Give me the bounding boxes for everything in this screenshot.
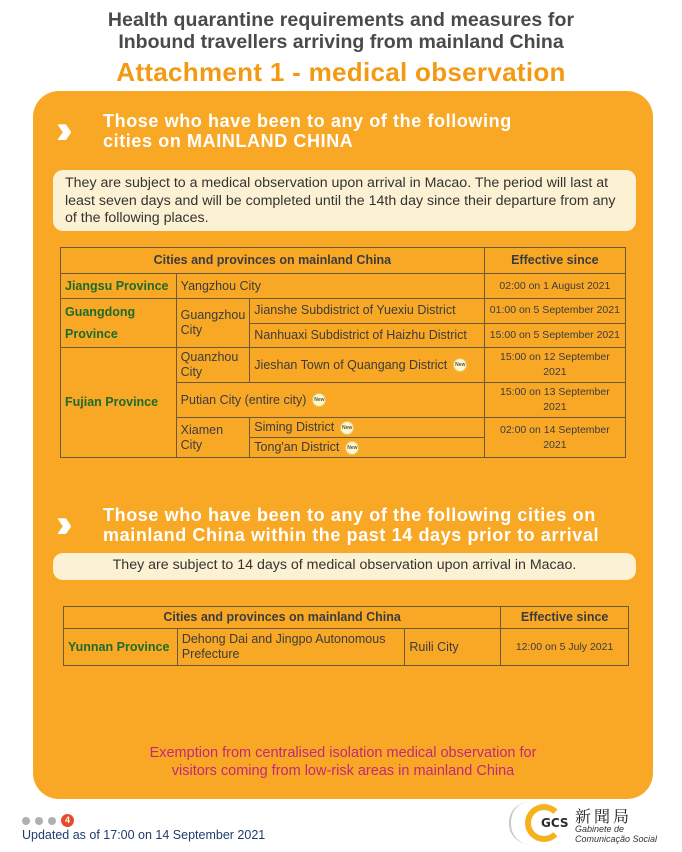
date-ruili: 12:00 on 5 July 2021 xyxy=(501,629,629,666)
logo-pt-line2: Comunicação Social xyxy=(575,834,658,844)
col-header-cities: Cities and provinces on mainland China xyxy=(61,248,485,274)
date-yangzhou: 02:00 on 1 August 2021 xyxy=(484,274,625,299)
col-header-effective: Effective since xyxy=(484,248,625,274)
date-putian: 15:00 on 13 September 2021 xyxy=(484,383,625,418)
city-putian: Putian City (entire city) xyxy=(180,392,307,407)
updated-timestamp: Updated as of 17:00 on 14 September 2021 xyxy=(22,828,266,842)
district-tongan: Tong'an District xyxy=(254,440,340,454)
city-putian-cell xyxy=(176,383,484,418)
current-page-badge[interactable]: 4 xyxy=(61,814,74,827)
page-subtitle: Attachment 1 - medical observation xyxy=(116,57,566,87)
province-yunnan: Yunnan Province xyxy=(64,629,178,666)
title-line-1: Health quarantine requirements and measures for xyxy=(107,9,575,31)
logo-gcs-text: GCS xyxy=(541,816,569,830)
section1-table xyxy=(60,247,626,458)
district-siming-cell xyxy=(250,418,484,438)
city-guangzhou: Guangzhou City xyxy=(176,299,250,348)
province-fujian: Fujian Province xyxy=(61,348,177,458)
gcs-logo xyxy=(507,800,677,848)
page-dot[interactable] xyxy=(35,817,43,825)
col-header-effective: Effective since xyxy=(501,607,629,629)
new-badge-icon: New xyxy=(345,441,359,455)
new-badge-icon: New xyxy=(312,393,326,407)
date-nanhuaxi: 15:00 on 5 September 2021 xyxy=(484,323,625,348)
new-badge-icon: New xyxy=(453,358,467,372)
exemption-link[interactable] xyxy=(33,744,653,780)
district-nanhuaxi: Nanhuaxi Subdistrict of Haizhu District xyxy=(250,323,484,348)
district-jianshe: Jianshe Subdistrict of Yuexiu District xyxy=(250,299,484,324)
logo-chinese-text: 新聞局 xyxy=(575,807,633,826)
logo-pt-line1: Gabinete de xyxy=(575,824,625,834)
section1-heading-line2: cities on MAINLAND CHINA xyxy=(103,131,354,151)
exemption-line2: visitors coming from low-risk areas in mainland China xyxy=(171,763,515,779)
col-header-cities: Cities and provinces on mainland China xyxy=(64,607,501,629)
date-jianshe: 01:00 on 5 September 2021 xyxy=(484,299,625,324)
date-xiamen: 02:00 on 14 September 2021 xyxy=(484,418,625,458)
city-quanzhou: Quanzhou City xyxy=(176,348,250,383)
district-jieshan-cell xyxy=(250,348,484,383)
logo-portuguese-text xyxy=(575,824,657,844)
page-dot[interactable] xyxy=(48,817,56,825)
section2-table xyxy=(63,606,629,666)
city-xiamen: Xiamen City xyxy=(176,418,250,458)
exemption-line1: Exemption from centralised isolation medical observation for xyxy=(149,745,537,761)
province-guangdong: Guangdong Province xyxy=(61,299,177,348)
district-jieshan: Jieshan Town of Quangang District xyxy=(254,357,448,372)
double-chevron-icon: ›› xyxy=(56,502,63,546)
page-indicator xyxy=(22,812,74,824)
new-badge-icon: New xyxy=(340,421,354,435)
section1-note: They are subject to a medical observation upon arrival in Macao. The period will last at least seven days and will be completed until the 14th day since their departure from any of the following places. xyxy=(53,170,636,231)
date-jieshan: 15:00 on 12 September 2021 xyxy=(484,348,625,383)
title-line-2: Inbound travellers arriving from mainland China xyxy=(118,31,564,53)
district-siming: Siming District xyxy=(254,420,335,434)
district-tongan-cell xyxy=(250,438,484,458)
page-dot[interactable] xyxy=(22,817,30,825)
prefecture-dehong: Dehong Dai and Jingpo Autonomous Prefecture xyxy=(177,629,405,666)
section1-heading-line1: Those who have been to any of the following xyxy=(103,111,512,131)
city-ruili: Ruili City xyxy=(405,629,501,666)
city-yangzhou: Yangzhou City xyxy=(176,274,484,299)
section2-heading-line2: mainland China within the past 14 days prior to arrival xyxy=(103,525,600,545)
section2-note: They are subject to 14 days of medical observation upon arrival in Macao. xyxy=(53,553,636,580)
section2-heading-line1: Those who have been to any of the following cities on xyxy=(103,505,596,525)
double-chevron-icon: ›› xyxy=(56,108,63,152)
province-jiangsu: Jiangsu Province xyxy=(61,274,177,299)
